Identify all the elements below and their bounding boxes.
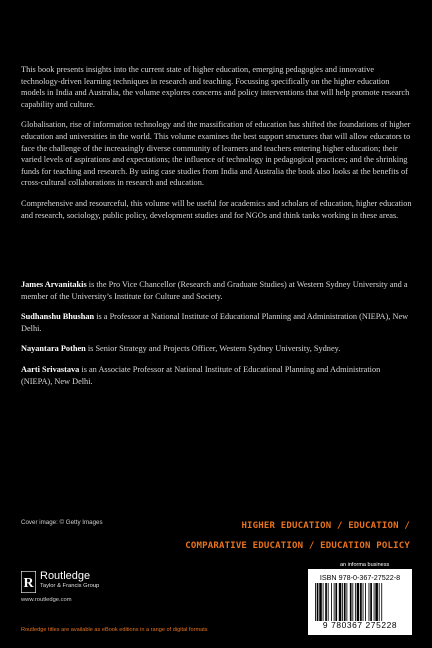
isbn-barcode xyxy=(308,569,412,635)
barcode-bar xyxy=(319,583,322,621)
barcode-bars xyxy=(315,583,407,621)
barcode-bar xyxy=(342,583,343,621)
barcode-bar xyxy=(323,583,324,621)
bio-text: is the Pro Vice Chancellor (Research and Graduate Studies) at Western Sydney University and a member of the University’s Institute for Culture and Society. xyxy=(21,280,408,301)
ebook-availability-note: Routledge titles are available as eBook editions in a range of digital formats xyxy=(21,627,208,633)
barcode-bar xyxy=(315,583,316,621)
barcode-bar xyxy=(346,583,347,621)
bio-sudhanshu-bhushan xyxy=(21,311,413,334)
cover-image-credit: Cover image: © Getty Images xyxy=(21,519,103,526)
routledge-logo-icon xyxy=(21,571,36,593)
barcode-bar xyxy=(365,583,366,621)
publisher-name: Routledge xyxy=(40,570,91,582)
barcode-bar xyxy=(357,583,360,621)
barcode-bar xyxy=(355,583,356,621)
barcode-bar xyxy=(369,583,370,621)
barcode-bar xyxy=(375,583,378,621)
blurb-paragraph-3: Comprehensive and resourceful, this volume will be useful for academics and scholars of education, higher education and research, sociology, public policy, development studies and for NGOs and think tanks working in these areas. xyxy=(21,198,412,220)
barcode-bar xyxy=(352,583,353,621)
bio-name: Sudhanshu Bhushan xyxy=(21,312,95,322)
barcode-bar xyxy=(370,583,372,621)
bio-text: is an Associate Professor at National Institute of Educational Planning and Administration (NIEPA), New Delhi. xyxy=(21,364,381,386)
barcode-bar xyxy=(335,583,337,621)
bio-james-arvanitakis xyxy=(21,279,413,302)
barcode-bar xyxy=(331,583,332,621)
subject-line-1: HIGHER EDUCATION / EDUCATION / xyxy=(241,521,410,531)
barcode-bar xyxy=(363,583,364,621)
publisher-group: Taylor & Francis Group xyxy=(40,583,100,589)
barcode-bar xyxy=(381,583,382,621)
barcode-bar xyxy=(379,583,380,621)
author-bios xyxy=(21,279,413,396)
isbn-label: ISBN 978-0-367-27522-8 xyxy=(319,573,401,582)
barcode-digits: 9 780367 275228 xyxy=(322,620,398,630)
barcode-bar xyxy=(360,583,362,621)
blurb-paragraph-2: Globalisation, rise of information technology and the massification of education has shifted the foundations of higher education and universities in the world. This volume examines the best support structures that will allow educators to face the challenge of the increasingly diverse community of learners and teachers entering higher education; their varied levels of aspirations and expectations; the influence of technology in pedagogical practices; and the shrinking funds for teaching and research. By using case studies from India and Australia the book also looks at the benefits of cross-cultural collaborations in research and education. xyxy=(21,120,411,188)
bio-nayantara-pothen xyxy=(21,343,413,355)
blurb-section xyxy=(21,64,413,230)
bio-name: James Arvanitakis xyxy=(21,280,87,289)
subject-line-2: COMPARATIVE EDUCATION / EDUCATION POLICY xyxy=(185,541,410,551)
bio-aarti-srivastava xyxy=(21,364,413,387)
barcode-bar xyxy=(328,583,329,621)
informa-tagline: an informa business xyxy=(340,562,390,568)
svg-text:R: R xyxy=(23,576,34,591)
blurb-paragraph-1: This book presents insights into the current state of higher education, emerging pedagogies and innovative technology-driven learning techniques in research and teaching. Focussing specifically on the higher education models in India and Australia, the volume explores concerns and policy interventions that will help promote research capability and culture. xyxy=(21,65,410,109)
barcode-bar xyxy=(325,583,327,621)
publisher-url: www.routledge.com xyxy=(21,597,72,603)
bio-name: Aarti Srivastava xyxy=(21,364,80,374)
bio-text: is Senior Strategy and Projects Officer, Western Sydney University, Sydney. xyxy=(85,344,341,354)
barcode-bar xyxy=(334,583,335,621)
bio-text: is a Professor at National Institute of Educational Planning and Administration (NIEPA), New Delhi. xyxy=(21,312,409,333)
barcode-bar xyxy=(317,583,319,621)
subject-categories xyxy=(185,516,410,556)
bio-name: Nayantara Pothen xyxy=(21,344,86,354)
barcode-bar xyxy=(344,583,346,621)
barcode-bar xyxy=(339,583,342,621)
barcode-bar xyxy=(350,583,352,621)
barcode-bar xyxy=(374,583,375,621)
